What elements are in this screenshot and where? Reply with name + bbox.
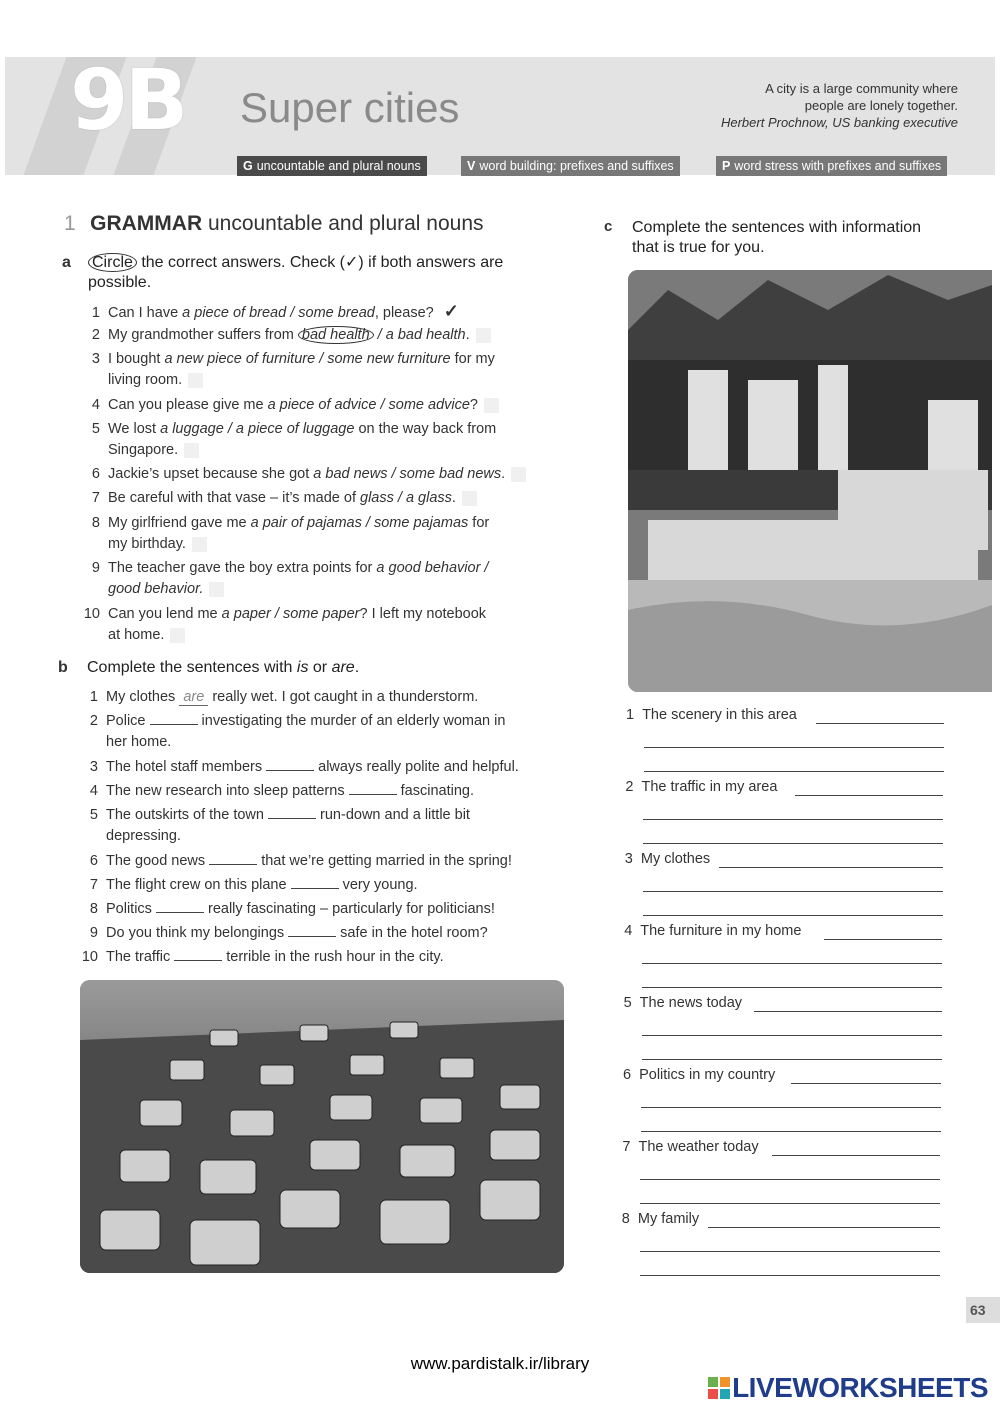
instruction-text: possible. [88, 274, 152, 291]
item-text: My clothes [106, 689, 180, 705]
part-c-letter: c [604, 218, 613, 235]
item-number: 4 [624, 923, 633, 939]
answer-blank[interactable] [150, 712, 198, 725]
option-separator: / [387, 466, 400, 482]
option-separator: / [315, 351, 328, 367]
instruction-text: Complete the sentences with [87, 659, 297, 676]
part-a-item [80, 419, 496, 461]
tag-letter: V [467, 159, 476, 173]
answer-line[interactable] [643, 843, 943, 844]
answer-line[interactable] [816, 723, 944, 724]
item-text: on the way back from [354, 421, 497, 437]
option-separator: / [393, 490, 406, 506]
answer-example: are [179, 689, 208, 706]
answer-line[interactable] [791, 1083, 941, 1084]
brand-text: LIVEWORKSHEETS [732, 1372, 988, 1403]
item-text: Jackie’s upset because she got [108, 466, 314, 482]
item-text: My girlfriend gave me [108, 515, 251, 531]
tag-letter: P [722, 159, 731, 173]
item-text: Can you please give me [108, 397, 268, 413]
liveworksheets-logo-icon [708, 1377, 730, 1399]
answer-line[interactable] [643, 891, 943, 892]
item-text: Do you think my belongings [106, 925, 289, 941]
item-number: 2 [625, 779, 634, 795]
part-a-item [80, 604, 486, 646]
section-title-bold: GRAMMAR [90, 212, 203, 235]
tag-grammar [237, 156, 427, 176]
option-separator: / [361, 515, 374, 531]
waterfall-illustration [628, 270, 992, 692]
option-2[interactable]: some pajamas [373, 515, 469, 531]
answer-line[interactable] [719, 867, 943, 868]
option-separator: / [373, 327, 386, 343]
item-text: safe in the hotel room? [336, 925, 488, 941]
answer-blank[interactable] [268, 806, 316, 819]
item-text: The teacher gave the boy extra points for [108, 560, 377, 576]
answer-blank[interactable] [209, 852, 257, 865]
option-1[interactable]: a pair of pajamas [250, 515, 362, 531]
part-b-item [78, 687, 478, 708]
check-box[interactable] [192, 537, 207, 552]
item-text: ? [469, 397, 478, 413]
item-number: 4 [91, 397, 100, 413]
option-1[interactable]: a luggage [160, 421, 224, 437]
check-box[interactable] [209, 582, 224, 597]
item-number: 1 [89, 689, 98, 705]
option-1[interactable]: a piece of bread [182, 305, 287, 321]
answer-line[interactable] [641, 1107, 941, 1108]
item-text: . [451, 490, 456, 506]
option-separator: / [223, 421, 236, 437]
answer-blank[interactable] [156, 900, 204, 913]
part-b-item [78, 851, 512, 872]
liveworksheets-logo [708, 1372, 988, 1404]
part-c-item [626, 707, 797, 723]
item-number: 10 [81, 949, 98, 965]
answer-line[interactable] [643, 819, 943, 820]
part-b-item [70, 947, 444, 968]
item-text: The flight crew on this plane [106, 877, 291, 893]
quote-line: people are lonely together. [804, 98, 958, 113]
header-quote [721, 80, 958, 131]
answer-line[interactable] [795, 795, 943, 796]
item-prompt: The weather today [638, 1139, 759, 1155]
instruction-word: are [331, 659, 355, 676]
item-text: really wet. I got caught in a thunderstorm. [208, 689, 479, 705]
item-text: really fascinating – particularly for politicians! [203, 901, 495, 917]
tag-text: uncountable and plural nouns [256, 159, 421, 173]
item-number: 2 [89, 713, 98, 729]
item-text: ? I left my notebook [359, 606, 487, 622]
item-text: The new research into sleep patterns [106, 783, 349, 799]
option-1[interactable]: a good behavior [376, 560, 481, 576]
item-text: My grandmother suffers from [108, 327, 298, 343]
item-prompt: My family [637, 1211, 700, 1227]
answer-line[interactable] [708, 1227, 940, 1228]
item-text: always really polite and helpful. [314, 759, 519, 775]
item-text: my birthday. [108, 536, 186, 552]
part-a-item [80, 301, 459, 324]
item-text: Be careful with that vase – it’s made of [108, 490, 361, 506]
option-separator: / [480, 560, 489, 576]
part-a-letter: a [62, 254, 71, 271]
tag-text: word building: prefixes and suffixes [479, 159, 674, 173]
answer-line[interactable] [641, 1131, 941, 1132]
part-b-letter: b [58, 659, 68, 676]
item-text: that we’re getting married in the spring! [257, 853, 512, 869]
option-1[interactable]: a piece of advice [267, 397, 377, 413]
item-text: investigating the murder of an elderly woman in [197, 713, 506, 729]
option-2[interactable]: some paper [282, 606, 360, 622]
part-a-item [80, 325, 491, 346]
item-text: Can I have [108, 305, 183, 321]
part-c-item [622, 1139, 758, 1155]
item-prompt: The news today [639, 995, 743, 1011]
item-text: The good news [106, 853, 210, 869]
item-number: 8 [621, 1211, 630, 1227]
item-number: 10 [83, 606, 100, 622]
waterfall-photo [628, 270, 992, 692]
option-separator: / [286, 305, 299, 321]
check-box[interactable] [476, 328, 491, 343]
answer-line[interactable] [640, 1179, 940, 1180]
answer-line[interactable] [772, 1155, 940, 1156]
option-2[interactable]: a glass [405, 490, 452, 506]
item-text: . [465, 327, 470, 343]
item-text: Politics [106, 901, 156, 917]
item-text: for [468, 515, 490, 531]
part-c-item [625, 779, 777, 795]
answer-line[interactable] [642, 1035, 942, 1036]
option-1[interactable]: a new piece of furniture [164, 351, 316, 367]
item-number: 6 [91, 466, 100, 482]
item-text: Can you lend me [108, 606, 222, 622]
item-text: at home. [108, 627, 165, 643]
check-box[interactable] [188, 373, 203, 388]
answer-line[interactable] [640, 1203, 940, 1204]
item-text: fascinating. [396, 783, 474, 799]
item-prompt: The traffic in my area [641, 779, 778, 795]
part-a-item [80, 558, 488, 600]
item-number: 7 [622, 1139, 631, 1155]
item-text: Singapore. [108, 442, 179, 458]
part-c-instruction [632, 218, 972, 258]
answer-line[interactable] [642, 1059, 942, 1060]
tag-letter: G [243, 159, 253, 173]
traffic-jam-photo [80, 980, 564, 1273]
check-box[interactable] [511, 467, 526, 482]
item-text: Police [106, 713, 150, 729]
item-text: We lost [108, 421, 161, 437]
answer-line[interactable] [640, 1275, 940, 1276]
item-text: for my [450, 351, 495, 367]
item-text: very young. [338, 877, 418, 893]
item-text: terrible in the rush hour in the city. [222, 949, 444, 965]
part-c-item [624, 995, 742, 1011]
item-text: depressing. [106, 828, 181, 844]
check-box[interactable] [170, 628, 185, 643]
item-number: 3 [91, 351, 100, 367]
answer-line[interactable] [824, 939, 942, 940]
option-2[interactable]: good behavior. [108, 581, 204, 597]
part-b-item [78, 875, 418, 896]
option-1[interactable]: a bad news [313, 466, 388, 482]
item-prompt: Politics in my country [639, 1067, 776, 1083]
item-text: , please? [374, 305, 434, 321]
part-a-item [80, 488, 477, 509]
check-box[interactable] [484, 398, 499, 413]
item-number: 3 [89, 759, 98, 775]
quote-line: A city is a large community where [765, 81, 958, 96]
option-separator: / [270, 606, 283, 622]
item-number: 9 [89, 925, 98, 941]
section-title-rest: uncountable and plural nouns [207, 212, 484, 235]
option-2[interactable]: a piece of luggage [235, 421, 355, 437]
part-b-item [78, 923, 488, 944]
traffic-illustration [80, 980, 564, 1273]
option-1-circled[interactable]: bad health [298, 326, 374, 344]
part-b-instruction [87, 658, 359, 678]
item-text: I bought [108, 351, 165, 367]
part-b-item [78, 757, 519, 778]
part-a-item [80, 349, 495, 391]
item-number: 4 [89, 783, 98, 799]
item-text: The traffic [106, 949, 175, 965]
part-c-item [624, 923, 801, 939]
footer-url[interactable]: www.pardistalk.ir/library [410, 1354, 590, 1373]
item-number: 2 [91, 327, 100, 343]
item-text: The hotel staff members [106, 759, 267, 775]
instruction-word: is [296, 659, 309, 676]
answer-blank[interactable] [266, 758, 314, 771]
check-mark-icon: ✓ [443, 301, 459, 321]
item-prompt: The scenery in this area [642, 707, 797, 723]
item-prompt: The furniture in my home [640, 923, 802, 939]
answer-line[interactable] [644, 747, 944, 748]
part-a-item [80, 395, 499, 416]
section-number: 1 [64, 212, 76, 235]
check-box[interactable] [462, 491, 477, 506]
tag-pronunciation [716, 156, 947, 176]
part-c-item [623, 1067, 775, 1083]
item-number: 5 [623, 995, 632, 1011]
answer-blank[interactable] [288, 924, 336, 937]
item-number: 5 [89, 807, 98, 823]
option-2[interactable]: some bread [298, 305, 375, 321]
unit-title: Super cities [240, 84, 460, 131]
option-2[interactable]: some new furniture [327, 351, 451, 367]
instruction-text: that is true for you. [632, 239, 765, 256]
option-1[interactable]: glass [360, 490, 394, 506]
item-number: 6 [89, 853, 98, 869]
item-number: 9 [91, 560, 100, 576]
section-heading [64, 212, 484, 236]
circle-word: Circle [88, 253, 137, 272]
answer-line[interactable] [642, 987, 942, 988]
option-separator: / [376, 397, 389, 413]
instruction-text: the correct answers. Check (✓) if both answers are [136, 254, 504, 271]
item-number: 1 [91, 305, 100, 321]
part-b-item [78, 711, 505, 753]
item-number: 6 [623, 1067, 632, 1083]
item-text: her home. [106, 734, 172, 750]
item-number: 8 [91, 515, 100, 531]
page-number: 63 [966, 1297, 1000, 1323]
item-number: 8 [89, 901, 98, 917]
answer-blank[interactable] [349, 782, 397, 795]
item-number: 7 [89, 877, 98, 893]
option-1[interactable]: a paper [221, 606, 271, 622]
part-c-item [622, 1211, 699, 1227]
answer-line[interactable] [754, 1011, 942, 1012]
quote-author: Herbert Prochnow, US banking executive [720, 115, 958, 130]
option-2[interactable]: some advice [388, 397, 470, 413]
item-number: 3 [624, 851, 633, 867]
tag-text: word stress with prefixes and suffixes [734, 159, 942, 173]
answer-blank[interactable] [174, 948, 222, 961]
part-b-item [78, 781, 474, 802]
item-text: living room. [108, 372, 183, 388]
option-2[interactable]: a bad health [385, 327, 466, 343]
instruction-text: Complete the sentences with information [632, 219, 922, 236]
item-number: 7 [91, 490, 100, 506]
part-a-item [80, 464, 526, 485]
part-b-item [78, 899, 495, 920]
instruction-text: . [354, 659, 360, 676]
item-text: . [501, 466, 506, 482]
item-number: 1 [626, 707, 635, 723]
part-c-item [625, 851, 710, 867]
answer-line[interactable] [644, 771, 944, 772]
section-title [90, 212, 483, 235]
answer-line[interactable] [643, 915, 943, 916]
part-a-instruction [88, 253, 568, 293]
tag-vocabulary [461, 156, 680, 176]
answer-line[interactable] [642, 963, 942, 964]
unit-code: 9B [70, 51, 185, 149]
instruction-text: or [308, 659, 332, 676]
check-box[interactable] [184, 443, 199, 458]
item-text: run-down and a little bit [316, 807, 470, 823]
answer-blank[interactable] [291, 876, 339, 889]
answer-line[interactable] [640, 1251, 940, 1252]
part-a-item [80, 513, 489, 555]
item-prompt: My clothes [640, 851, 711, 867]
item-number: 5 [91, 421, 100, 437]
option-2[interactable]: some bad news [399, 466, 502, 482]
part-b-item [78, 805, 470, 847]
item-text: The outskirts of the town [106, 807, 268, 823]
